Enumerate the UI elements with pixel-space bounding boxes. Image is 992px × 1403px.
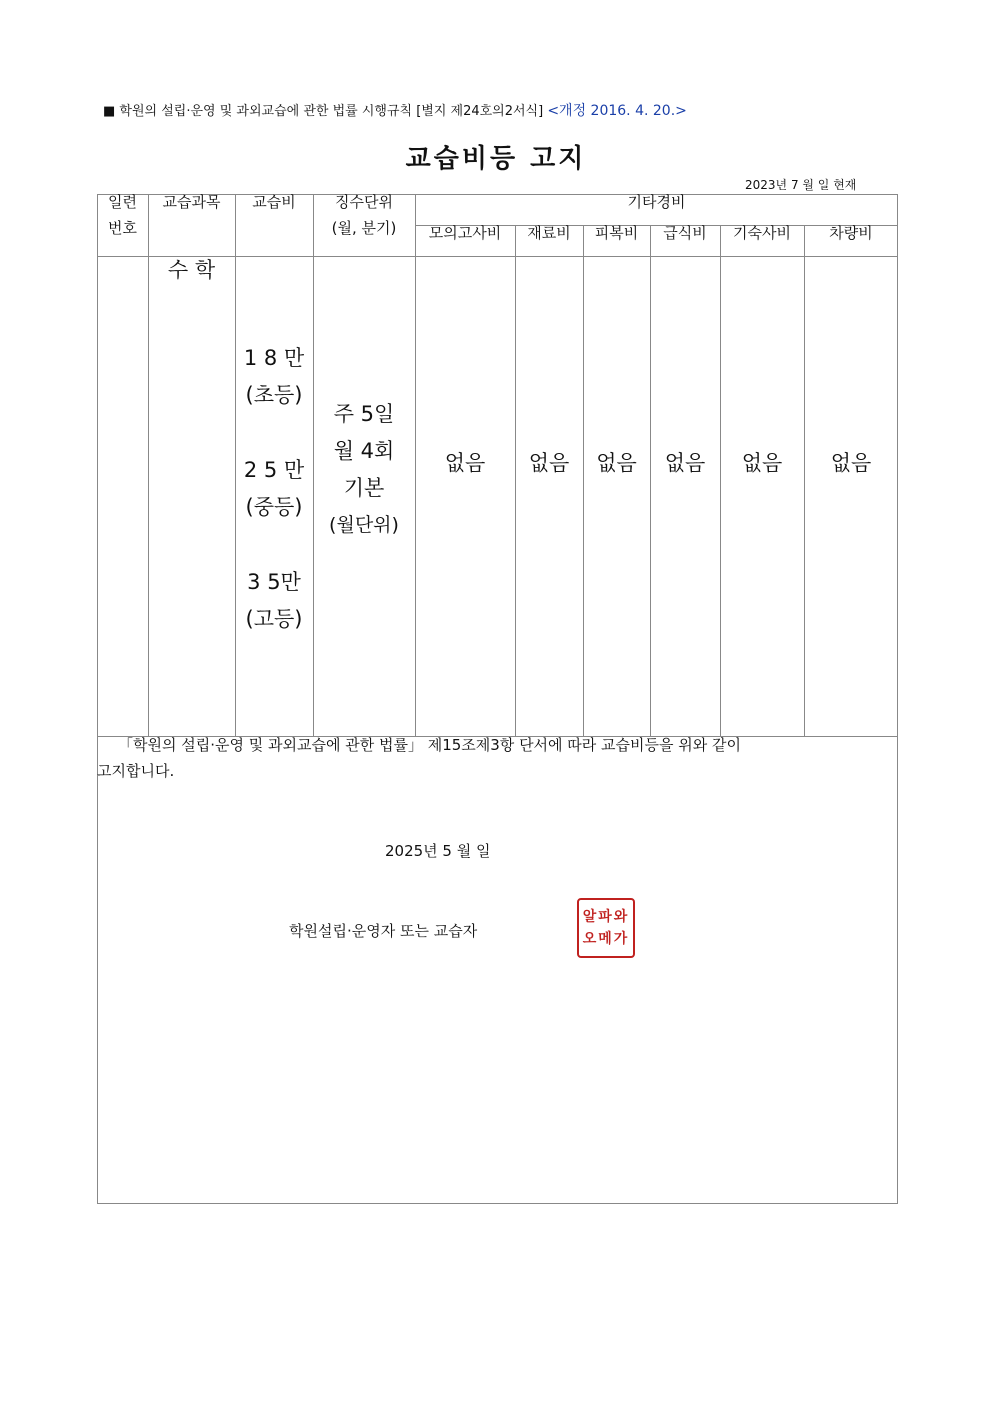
header-unit-line1: 징수단위 [335,193,393,211]
signer-label: 학원설립·운영자 또는 교습자 [289,922,478,940]
header-materials: 재료비 [527,224,571,242]
header-clothing: 피복비 [594,224,639,242]
column-divider [720,225,721,736]
header-serial-line1: 일련 [108,193,137,211]
header-other-expenses: 기타경비 [627,193,686,211]
header-collection-unit [313,189,415,241]
unit-line1: 주 5일 [333,402,395,426]
regulation-text: ■ 학원의 설립·운영 및 과외교습에 관한 법률 시행규칙 [별지 제24호의2서식] [103,104,544,119]
header-unit-line2: (월, 분기) [331,219,397,237]
header-subject: 교습과목 [162,193,221,211]
official-seal-stamp [577,898,635,958]
fee-middle-amount: 2 5 만 [243,458,305,482]
fee-elementary-label: (초등) [245,383,303,407]
fee-high-amount: 3 5만 [247,570,301,594]
unit-line4: (월단위) [329,514,399,536]
unit-line2: 월 4회 [333,439,395,463]
vehicle-value: 없음 [830,451,872,475]
header-serial-line2: 번호 [108,219,137,237]
fee-middle-label: (중등) [245,495,303,519]
header-meals: 급식비 [663,224,707,242]
header-serial [97,189,148,241]
unit-line3: 기본 [343,476,385,500]
header-vehicle: 차량비 [829,224,873,242]
column-divider [804,225,805,736]
issue-date: 2025년 5 월 일 [385,842,491,860]
column-divider [583,225,584,736]
header-dormitory: 기숙사비 [733,224,791,242]
page-title: 교습비등 고지 [405,144,587,174]
header-mock-exam: 모의고사비 [428,224,502,242]
column-divider [515,225,516,736]
seal-line2: 오메가 [582,931,630,947]
mock-exam-value: 없음 [444,451,486,475]
seal-line1: 알파와 [582,909,630,925]
column-divider [650,225,651,736]
meals-value: 없음 [664,451,706,475]
fee-high-label: (고등) [245,607,303,631]
subject-value: 수 학 [167,258,216,282]
notice-line2: 고지합니다. [97,762,175,780]
header-fee: 교습비 [252,193,296,211]
clothing-value: 없음 [596,451,637,475]
notice-line1: 「학원의 설립·운영 및 과외교습에 관한 법률」 제15조제3항 단서에 따라 교습비등을 위와 같이 [118,736,742,754]
revision-note: <개정 2016. 4. 20.> [547,103,687,119]
collection-unit-value [313,396,415,544]
dormitory-value: 없음 [741,451,783,475]
as-of-date: 2023년 7 월 일 현재 [745,178,857,192]
fee-notice-form [97,194,898,1204]
fee-values [235,340,313,638]
materials-value: 없음 [528,451,570,475]
fee-elementary-amount: 1 8 만 [243,346,305,370]
regulation-header [103,100,687,120]
